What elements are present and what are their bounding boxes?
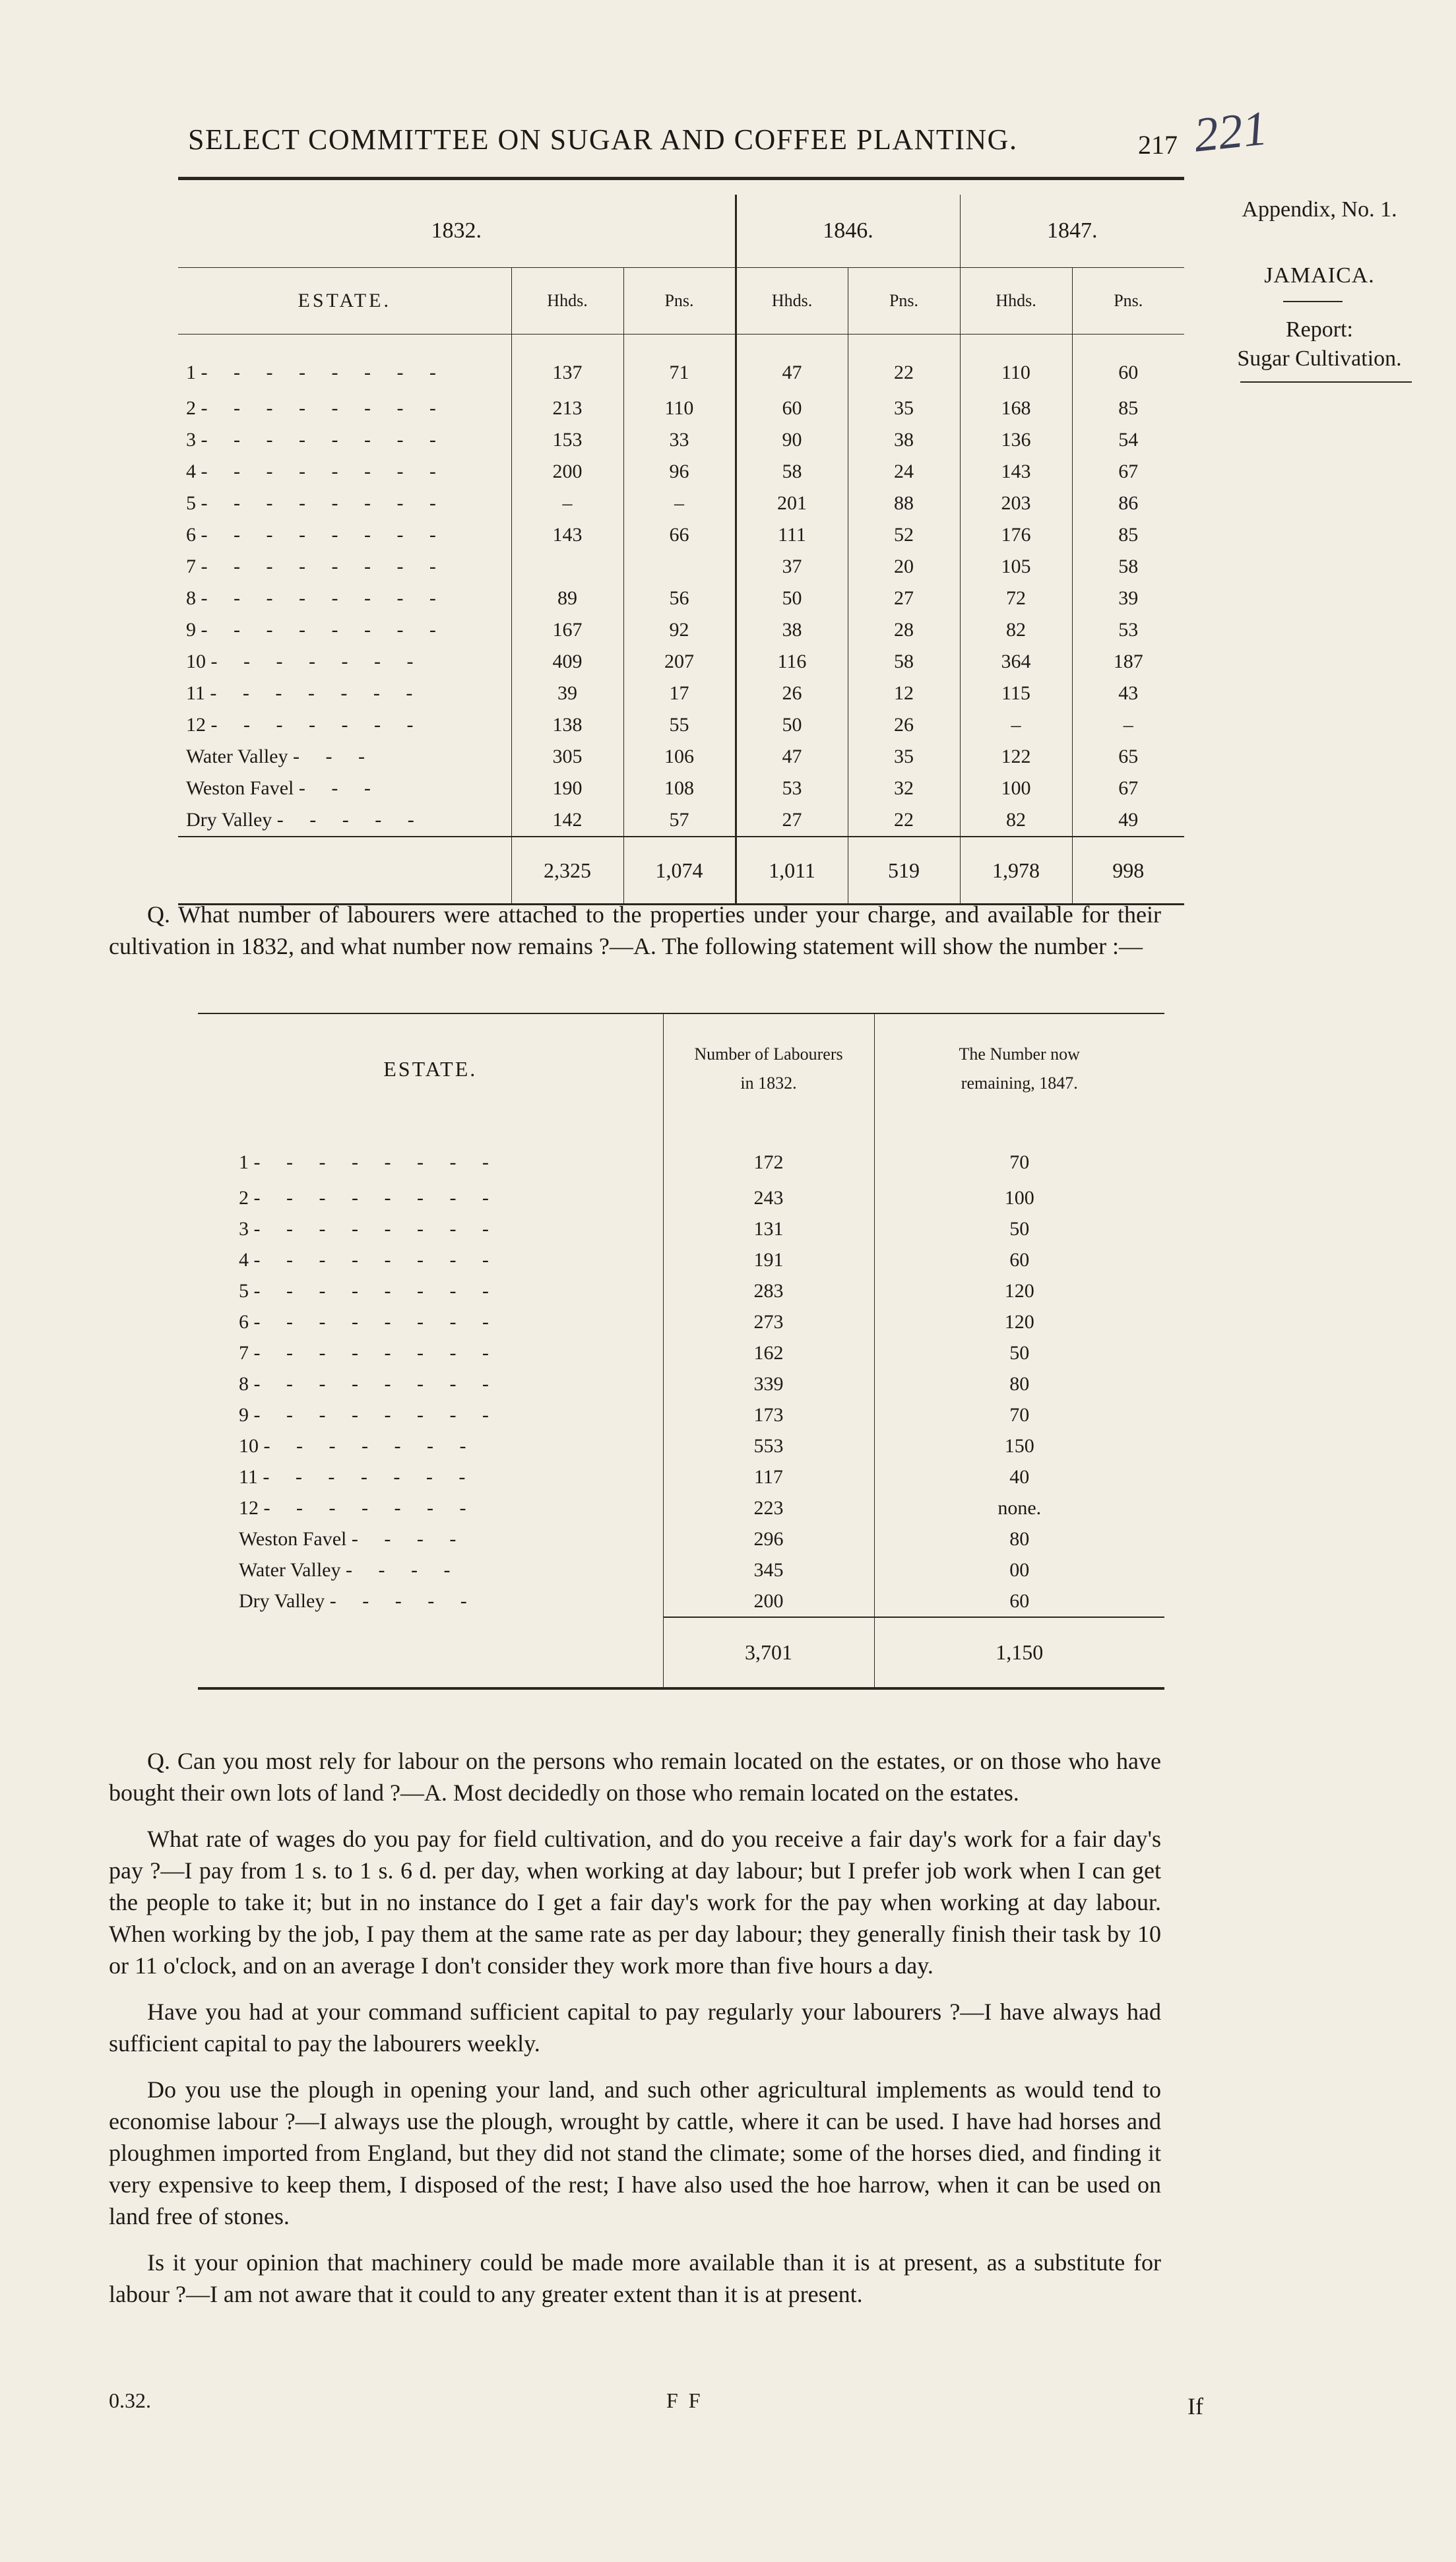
leader-dots: - - - - - - - [263,1434,477,1457]
leader-dots: - - - - - - - - [253,1151,499,1173]
labourers-1847-cell: 70 [874,1123,1164,1182]
labourers-1832-cell: 273 [663,1306,874,1337]
year-header-row [178,195,1184,268]
value-cell: 110 [623,393,736,424]
leader-dots: - - - - - - - [210,651,424,672]
value-cell: 305 [511,741,623,773]
leader-dots: - - - [298,777,381,799]
estate-name: Weston Favel [186,777,294,799]
paragraph-3: Have you had at your command sufficient capital to pay regularly your labourers ?—I have always had sufficient capital to pay the labourers weekly. [109,1999,1161,2057]
value-cell: 35 [848,393,960,424]
labourers-1832-cell: 200 [663,1585,874,1617]
labourers-1832-cell: 243 [663,1182,874,1213]
estate-name-cell [178,335,511,393]
estate-name-cell [178,678,511,709]
value-cell: 22 [848,804,960,837]
table-row [178,804,1184,837]
leader-dots: - - - - - [329,1590,478,1612]
estate-name-cell [198,1368,663,1399]
question-labourers-text: Q. What number of labourers were attached to the properties under your charge, and available for their cultivation in 1832, and what number now remains ?—A. The following statement will show the number :— [109,901,1161,959]
table-row [178,551,1184,583]
leader-dots: - - - - - [276,809,425,831]
value-cell: 17 [623,678,736,709]
footer-document-number: 0.32. [109,2388,151,2412]
labourers-totals-row [198,1617,1164,1688]
table-row [178,614,1184,646]
labourers-1832-cell: 223 [663,1492,874,1523]
estate-name-cell [178,773,511,804]
labourers-1847-cell: 100 [874,1182,1164,1213]
header-rule [178,177,1184,180]
value-cell: 67 [1072,456,1184,488]
labourers-1847-cell: 60 [874,1244,1164,1275]
value-cell: 50 [736,709,848,741]
estate-name-cell [198,1492,663,1523]
value-cell: 153 [511,424,623,456]
year-header-1832: 1832. [431,218,482,243]
value-cell: 168 [960,393,1072,424]
estate-name-cell [198,1337,663,1368]
value-cell: 203 [960,488,1072,519]
leader-dots: - - - - [345,1558,461,1581]
value-cell: 86 [1072,488,1184,519]
paragraph-2: What rate of wages do you pay for field cultivation, and do you receive a fair day's work for a fair day's pay ?—I pay from 1 s. to 1 s. 6 d. per day, when working at day labour; but I prefer job work when I can get the people to take it; but in no instance do I get a fair day's work for the pay when working at day labour. When working by the job, I pay them at the same rate as per day labour; they generally finish their task by 10 or 11 o'clock, and on an average I don't consider they work more than five hours a day. [109,1826,1161,1979]
value-cell: 85 [1072,393,1184,424]
labourers-1847-cell: 120 [874,1275,1164,1306]
estate-name: 1 [239,1151,249,1173]
sidebar-rule-bottom [1240,381,1412,383]
estate-name-cell [198,1123,663,1182]
table-row [178,519,1184,551]
running-header-title: SELECT COMMITTEE ON SUGAR AND COFFEE PLANTING. [188,123,1018,156]
value-cell: 58 [1072,551,1184,583]
estate-name-cell [198,1182,663,1213]
table-row [198,1182,1164,1213]
value-cell: 24 [848,456,960,488]
labourers-1847-cell: 80 [874,1523,1164,1554]
value-cell: 27 [736,804,848,837]
estate-name-cell [178,804,511,837]
value-cell: 82 [960,804,1072,837]
value-cell: 52 [848,519,960,551]
table-row [178,773,1184,804]
value-cell: 138 [511,709,623,741]
leader-dots: - - - - - - - [263,1496,477,1519]
footer-catchword: If [1187,2393,1203,2419]
leader-dots: - - - - - - - - [201,524,447,546]
leader-dots: - - - - - - - [210,682,424,704]
value-cell: 364 [960,646,1072,678]
leader-dots: - - - - - - - - [253,1248,499,1271]
estate-name: Dry Valley [186,809,272,831]
sidebar-report-topic: Sugar Cultivation. [1237,346,1402,371]
labourers-1832-cell: 191 [663,1244,874,1275]
labourers-total-1832: 3,701 [663,1617,874,1688]
estate-name: Water Valley [186,746,288,767]
value-cell [623,551,736,583]
leader-dots: - - - - - - - - [201,429,447,451]
labourers-1847-cell: 70 [874,1399,1164,1430]
estate-name: 10 [186,651,206,672]
value-cell: 22 [848,335,960,393]
value-cell: 28 [848,614,960,646]
value-cell: 72 [960,583,1072,614]
table-row [178,678,1184,709]
sidebar-report-label: Report: [1286,317,1353,342]
value-cell: – [623,488,736,519]
total-hhds-1832: 2,325 [511,837,623,905]
value-cell: 60 [736,393,848,424]
estate-name: 11 [186,682,205,704]
table-row [198,1430,1164,1461]
table-row [178,583,1184,614]
estate-name: 6 [239,1310,249,1333]
leader-dots: - - - - - - - - [253,1217,499,1240]
sidebar-appendix: Appendix, No. 1. [1242,197,1397,222]
estate-name: 2 [186,397,196,419]
leader-dots: - - - - - - - - [253,1279,499,1302]
value-cell: 71 [623,335,736,393]
value-cell: 89 [511,583,623,614]
value-cell: 20 [848,551,960,583]
estate-name: Weston Favel [239,1527,347,1550]
value-cell: 106 [623,741,736,773]
value-cell: 96 [623,456,736,488]
leader-dots: - - - - - - - - [253,1310,499,1333]
labourers-1832-cell: 162 [663,1337,874,1368]
labourers-1832-cell: 339 [663,1368,874,1399]
value-cell: 167 [511,614,623,646]
value-cell: 137 [511,335,623,393]
value-cell: 32 [848,773,960,804]
leader-dots: - - - - [351,1527,467,1550]
value-cell: 213 [511,393,623,424]
estate-name-cell [198,1461,663,1492]
year-header-1847: 1847. [960,195,1184,268]
estate-name: 2 [239,1186,249,1209]
labourers-1847-cell: 00 [874,1554,1164,1585]
value-cell: 57 [623,804,736,837]
leader-dots: - - - - - - - [210,714,424,736]
estate-name-cell [178,646,511,678]
estate-name: 9 [186,619,196,641]
labourers-estate-header: ESTATE. [198,1013,663,1123]
value-cell: 54 [1072,424,1184,456]
value-cell: 58 [848,646,960,678]
paragraph-4: Do you use the plough in opening your land, and such other agricultural implements as would tend to economise labour ?—I always use the plough, wrought by cattle, where it can be used. I have had horses and ploughmen imported from England, but they did not stand the climate; some of the horses died, and finding it very expensive to keep them, I disposed of the rest; I have also used the hoe harrow, when it can be used on land free of stones. [109,2076,1161,2229]
value-cell: 200 [511,456,623,488]
value-cell: 67 [1072,773,1184,804]
table-row [198,1244,1164,1275]
table-row [198,1123,1164,1182]
total-pns-1847: 998 [1072,837,1184,905]
estate-name-cell [178,424,511,456]
estate-name: 7 [239,1341,249,1364]
estate-name: 3 [186,429,196,451]
estate-name-cell [178,709,511,741]
estate-name-cell [178,519,511,551]
estate-name-cell [198,1213,663,1244]
value-cell [511,551,623,583]
value-cell: 142 [511,804,623,837]
hhds-1847-header: Hhds. [960,268,1072,335]
value-cell: 190 [511,773,623,804]
table-row [198,1275,1164,1306]
value-cell: 58 [736,456,848,488]
estate-name: Dry Valley [239,1590,325,1612]
value-cell: 38 [736,614,848,646]
leader-dots: - - - - - - - [263,1465,476,1488]
total-hhds-1846: 1,011 [736,837,848,905]
table-row [198,1399,1164,1430]
labourers-1847-cell: none. [874,1492,1164,1523]
estate-name-cell [198,1523,663,1554]
value-cell: 111 [736,519,848,551]
estate-name: 9 [239,1403,249,1426]
estate-column-header: ESTATE. [178,268,511,335]
leader-dots: - - - [292,746,375,767]
value-cell: 26 [736,678,848,709]
question-labourers [109,899,1161,962]
estate-name: 4 [239,1248,249,1271]
value-cell: 39 [1072,583,1184,614]
labourers-1832-header-line1: Number of Labourers [694,1044,843,1064]
estate-name: 1 [186,362,196,383]
value-cell: 201 [736,488,848,519]
leader-dots: - - - - - - - - [253,1186,499,1209]
labourers-1847-cell: 80 [874,1368,1164,1399]
production-table [178,195,1184,905]
page-number: 217 [1138,130,1178,160]
table-row [198,1213,1164,1244]
value-cell: 50 [736,583,848,614]
body-text [109,1745,1161,2310]
estate-name: 8 [239,1372,249,1395]
total-pns-1832: 1,074 [623,837,736,905]
table-row [198,1585,1164,1617]
value-cell: 27 [848,583,960,614]
table-row [178,456,1184,488]
value-cell: 187 [1072,646,1184,678]
leader-dots: - - - - - - - - [201,492,447,514]
sidebar-colony: JAMAICA. [1264,263,1375,288]
paragraph-1: Q. Can you most rely for labour on the persons who remain located on the estates, or on those who have bought their own lots of land ?—A. Most decidedly on those who remain located on the estates. [109,1748,1161,1806]
value-cell: – [960,709,1072,741]
estate-name-cell [178,551,511,583]
labourers-1847-cell: 60 [874,1585,1164,1617]
labourers-1832-cell: 131 [663,1213,874,1244]
table-row [178,741,1184,773]
value-cell: 409 [511,646,623,678]
estate-name: 8 [186,587,196,609]
estate-name: 10 [239,1434,259,1457]
table-row [178,488,1184,519]
leader-dots: - - - - - - - - [201,587,447,609]
table-row [178,646,1184,678]
pns-1832-header: Pns. [623,268,736,335]
estate-name: Water Valley [239,1558,341,1581]
value-cell: 122 [960,741,1072,773]
value-cell: 39 [511,678,623,709]
value-cell: – [511,488,623,519]
value-cell: 47 [736,335,848,393]
table-row [198,1368,1164,1399]
estate-name-cell [198,1585,663,1617]
leader-dots: - - - - - - - - [253,1372,499,1395]
estate-name-cell [198,1430,663,1461]
estate-name: 3 [239,1217,249,1240]
value-cell: 136 [960,424,1072,456]
labourers-1847-cell: 120 [874,1306,1164,1337]
handwritten-page-number: 221 [1191,101,1270,163]
total-pns-1846: 519 [848,837,960,905]
labourers-1832-cell: 283 [663,1275,874,1306]
leader-dots: - - - - - - - - [201,461,447,482]
estate-name-cell [198,1306,663,1337]
value-cell: 55 [623,709,736,741]
value-cell: 33 [623,424,736,456]
leader-dots: - - - - - - - - [201,619,447,641]
pns-1846-header: Pns. [848,268,960,335]
value-cell: 65 [1072,741,1184,773]
table-row [198,1306,1164,1337]
estate-name-cell [178,393,511,424]
value-cell: 66 [623,519,736,551]
labourers-1847-cell: 150 [874,1430,1164,1461]
labourers-1847-header-line2: remaining, 1847. [961,1073,1078,1093]
value-cell: 90 [736,424,848,456]
value-cell: 43 [1072,678,1184,709]
table-row [178,335,1184,393]
leader-dots: - - - - - - - - [253,1403,499,1426]
labourers-1832-cell: 172 [663,1123,874,1182]
estate-name-cell [198,1244,663,1275]
estate-name: 4 [186,461,196,482]
table-row [198,1554,1164,1585]
leader-dots: - - - - - - - - [201,397,447,419]
estate-name-cell [178,488,511,519]
estate-name: 12 [186,714,206,736]
leader-dots: - - - - - - - - [201,362,447,383]
value-cell: 143 [960,456,1072,488]
year-header-1846: 1846. [736,195,960,268]
value-cell: 110 [960,335,1072,393]
labourers-1847-header [874,1013,1164,1123]
totals-row [178,837,1184,905]
estate-name-cell [178,741,511,773]
value-cell: 100 [960,773,1072,804]
labourers-total-1847: 1,150 [874,1617,1164,1688]
estate-name-cell [178,614,511,646]
labourers-1832-cell: 345 [663,1554,874,1585]
estate-name: 7 [186,556,196,577]
value-cell: 60 [1072,335,1184,393]
labourers-1832-cell: 117 [663,1461,874,1492]
value-cell: 105 [960,551,1072,583]
table-row [198,1492,1164,1523]
total-hhds-1847: 1,978 [960,837,1072,905]
labourers-1832-cell: 296 [663,1523,874,1554]
value-cell: 207 [623,646,736,678]
estate-name: 12 [239,1496,259,1519]
value-cell: 53 [1072,614,1184,646]
estate-name: 5 [186,492,196,514]
labourers-1832-header [663,1013,874,1123]
labourers-1847-cell: 50 [874,1337,1164,1368]
value-cell: 92 [623,614,736,646]
pns-1847-header: Pns. [1072,268,1184,335]
estate-name-cell [198,1399,663,1430]
estate-name-cell [178,456,511,488]
hhds-1832-header: Hhds. [511,268,623,335]
estate-name-cell [198,1275,663,1306]
table-row [178,709,1184,741]
labourers-1832-header-line2: in 1832. [740,1073,797,1093]
leader-dots: - - - - - - - - [253,1341,499,1364]
value-cell: 108 [623,773,736,804]
labourers-1847-cell: 50 [874,1213,1164,1244]
value-cell: 143 [511,519,623,551]
table-row [198,1523,1164,1554]
value-cell: 115 [960,678,1072,709]
labourers-1847-header-line1: The Number now [959,1044,1080,1064]
value-cell: 12 [848,678,960,709]
table-row [178,393,1184,424]
value-cell: 49 [1072,804,1184,837]
table-row [198,1337,1164,1368]
labourers-1832-cell: 173 [663,1399,874,1430]
table-row [198,1461,1164,1492]
labourers-table [198,1013,1164,1690]
labourers-1832-cell: 553 [663,1430,874,1461]
value-cell: 116 [736,646,848,678]
column-header-row [178,268,1184,335]
value-cell: 176 [960,519,1072,551]
labourers-header-row [198,1013,1164,1123]
estate-name: 6 [186,524,196,546]
estate-name: 11 [239,1465,258,1488]
value-cell: 56 [623,583,736,614]
footer-signature: F F [666,2388,703,2412]
estate-name-cell [178,583,511,614]
value-cell: 47 [736,741,848,773]
value-cell: 88 [848,488,960,519]
table-row [178,424,1184,456]
labourers-1847-cell: 40 [874,1461,1164,1492]
estate-name: 5 [239,1279,249,1302]
value-cell: 35 [848,741,960,773]
value-cell: 82 [960,614,1072,646]
value-cell: 85 [1072,519,1184,551]
value-cell: 26 [848,709,960,741]
value-cell: 53 [736,773,848,804]
value-cell: 38 [848,424,960,456]
leader-dots: - - - - - - - - [201,556,447,577]
value-cell: 37 [736,551,848,583]
value-cell: – [1072,709,1184,741]
hhds-1846-header: Hhds. [736,268,848,335]
sidebar-rule [1283,301,1343,302]
estate-name-cell [198,1554,663,1585]
paragraph-5: Is it your opinion that machinery could be made more available than it is at present, as a substitute for labour ?—I am not aware that it could to any greater extent than it is at present. [109,2249,1161,2307]
